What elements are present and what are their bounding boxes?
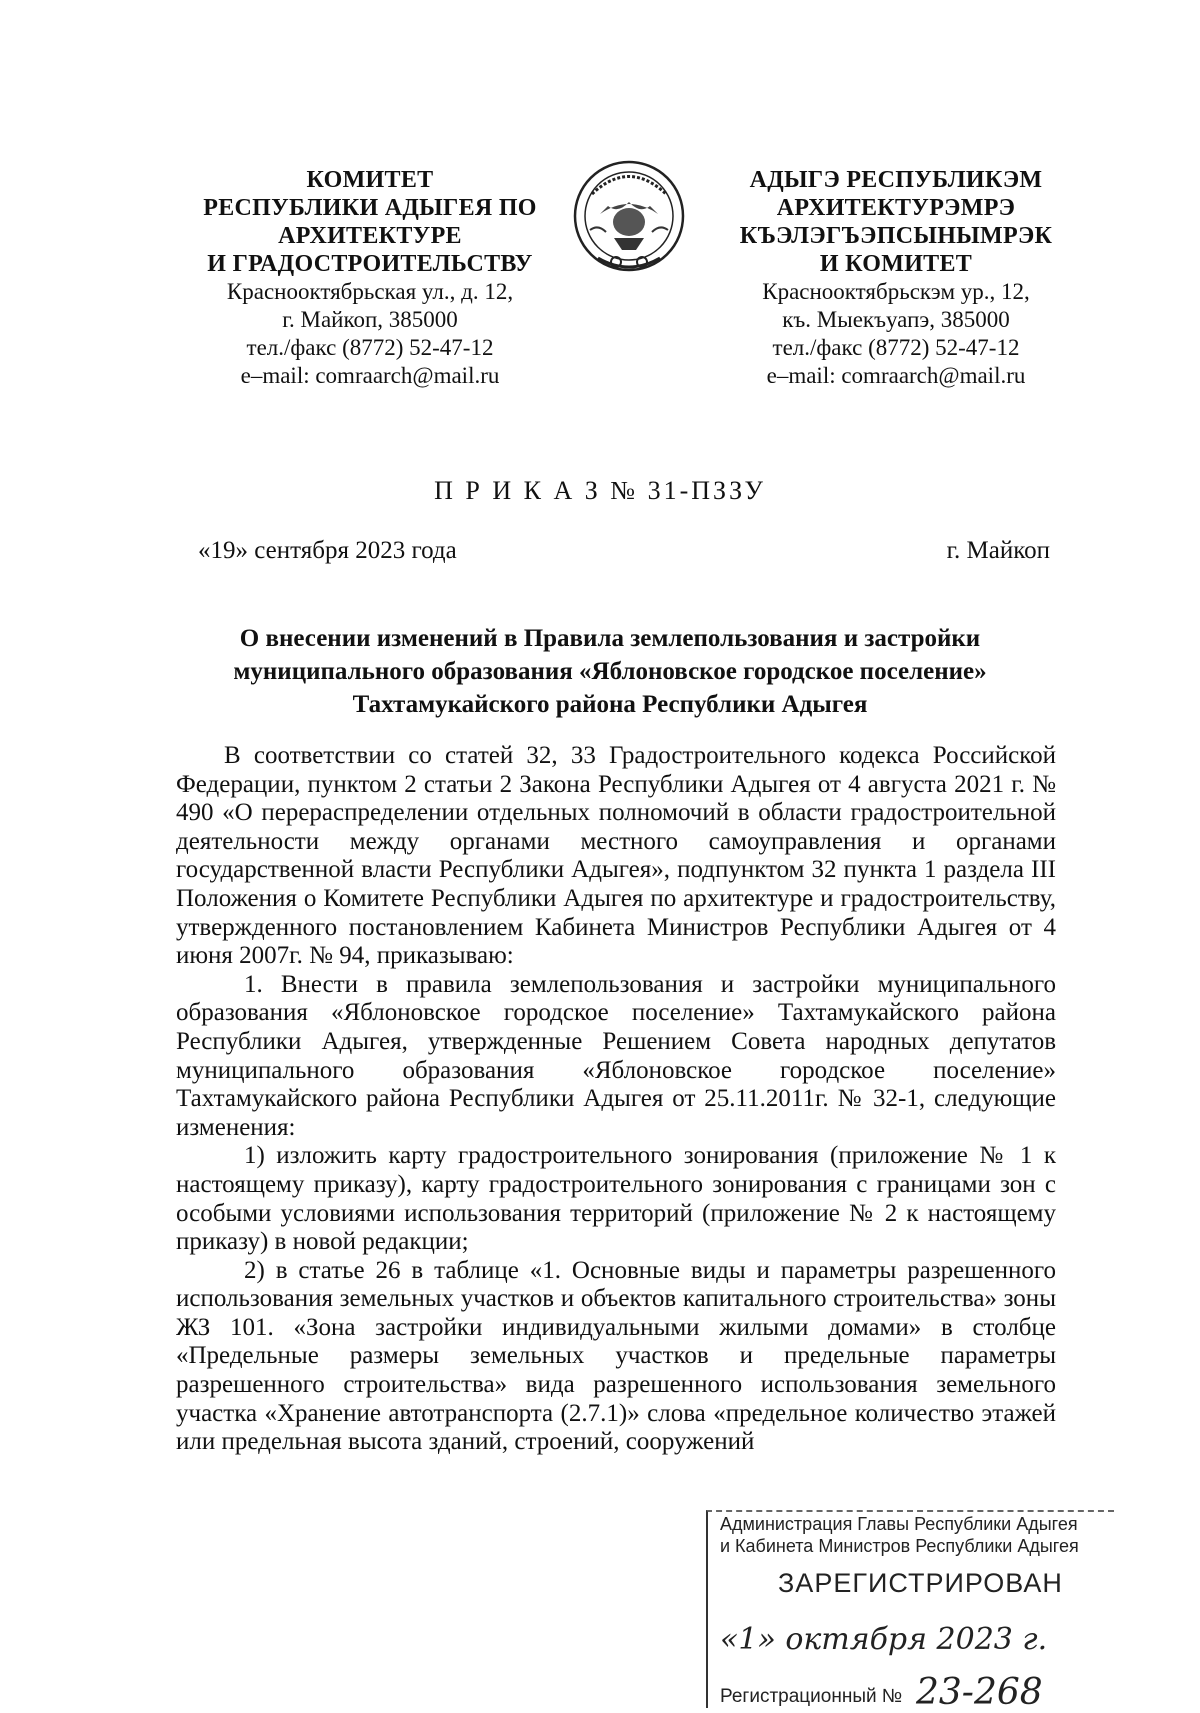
org-name-line: РЕСПУБЛИКИ АДЫГЕЯ ПО xyxy=(203,195,537,221)
body-paragraph: 1) изложить карту градостроительного зонирования (приложение № 1 к настоящему приказу), карту градостроительного зонирования с границами зон с особыми условиями использования территорий (приложение № 2 к настоящему приказу) в новой редакции; xyxy=(176,1142,1056,1256)
phone: тел./факс (8772) 52-47-12 xyxy=(772,335,1020,360)
stamp-reg-number: 23-268 xyxy=(916,1672,1043,1713)
email: e–mail: comraarch@mail.ru xyxy=(240,363,500,388)
stamp-status: ЗАРЕГИСТРИРОВАН xyxy=(778,1568,1063,1598)
body-paragraph: 1. Внести в правила землепользования и застройки муниципального образования «Яблоновское городское поселение» Тахтамукайского района Республики Адыгея, утвержденные Решением Совета народных депутатов муниципального образования «Яблоновское городское поселение» Тахтамукайского района Республики Адыгея от 25.11.2011г. № 32-1, следующие изменения: xyxy=(176,970,1056,1141)
phone: тел./факс (8772) 52-47-12 xyxy=(246,335,494,360)
org-name-line: АРХИТЕКТУРЕ xyxy=(278,223,462,249)
subject-line: О внесении изменений в Правила землепользования и застройки xyxy=(239,625,981,652)
order-date: «19» сентября 2023 года xyxy=(198,537,457,564)
order-subject xyxy=(160,622,1060,721)
org-name-line: КЪЭЛЭГЪЭПСЫНЫМРЭК xyxy=(739,223,1053,249)
order-city: г. Майкоп xyxy=(946,537,1050,564)
stamp-org-line: и Кабинета Министров Республики Адыгея xyxy=(720,1536,1079,1556)
org-name-line: И ГРАДОСТРОИТЕЛЬСТВУ xyxy=(207,251,533,277)
org-name-line: АРХИТЕКТУРЭМРЭ xyxy=(776,195,1016,221)
stamp-date: «1» октября 2023 г. xyxy=(720,1622,1048,1657)
org-name-line: И КОМИТЕТ xyxy=(819,251,973,277)
org-name-line: АДЫГЭ РЕСПУБЛИКЭМ xyxy=(749,167,1043,193)
subject-line: муниципального образования «Яблоновское городское поселение» xyxy=(233,658,987,685)
address: Краснооктябрьскэм ур., 12, xyxy=(762,279,1030,304)
order-title: П Р И К А З № 31-ПЗЗУ xyxy=(434,476,766,505)
subject-line: Тахтамукайского района Республики Адыгея xyxy=(352,691,868,718)
stamp-org-line: Администрация Главы Республики Адыгея xyxy=(720,1514,1078,1534)
body-paragraph: 2) в статье 26 в таблице «1. Основные виды и параметры разрешенного использования земельных участков и объектов капитального строительства» зоны ЖЗ 101. «Зона застройки индивидуальными жилыми домами» в столбце «Предельные размеры земельных участков и предельные параметры разрешенного строительства» вида разрешенного использования земельного участка «Хранение автотранспорта (2.7.1)» слова «предельное количество этажей или предельная высота зданий, строений, сооружений xyxy=(176,1256,1056,1456)
address: Краснооктябрьская ул., д. 12, xyxy=(226,279,514,304)
email: e–mail: comraarch@mail.ru xyxy=(766,363,1026,388)
org-name-line: КОМИТЕТ xyxy=(306,167,434,193)
header-right xyxy=(706,166,1086,390)
registration-stamp xyxy=(706,1508,1118,1713)
order-body xyxy=(176,742,1056,1457)
city: г. Майкоп, 385000 xyxy=(282,307,458,332)
stamp-reg-label: Регистрационный № xyxy=(720,1686,903,1707)
body-paragraph: В соответствии со статей 32, 33 Градостроительного кодекса Российской Федерации, пунктом 2 статьи 2 Закона Республики Адыгея от 4 августа 2021 г. № 490 «О перераспределении отдельных полномочий в области градостроительной деятельности между органами местного самоуправления и органами государственной власти Республики Адыгея», подпунктом 32 пункта 1 раздела III Положения о Комитете Республики Адыгея по архитектуре и градостроительству, утвержденного постановлением Кабинета Министров Республики Адыгея от 4 июня 2007г. № 94, приказываю: xyxy=(176,742,1056,970)
coat-of-arms-icon xyxy=(570,154,688,284)
city: къ. Мыекъуапэ, 385000 xyxy=(782,307,1010,332)
header-left xyxy=(160,166,580,390)
